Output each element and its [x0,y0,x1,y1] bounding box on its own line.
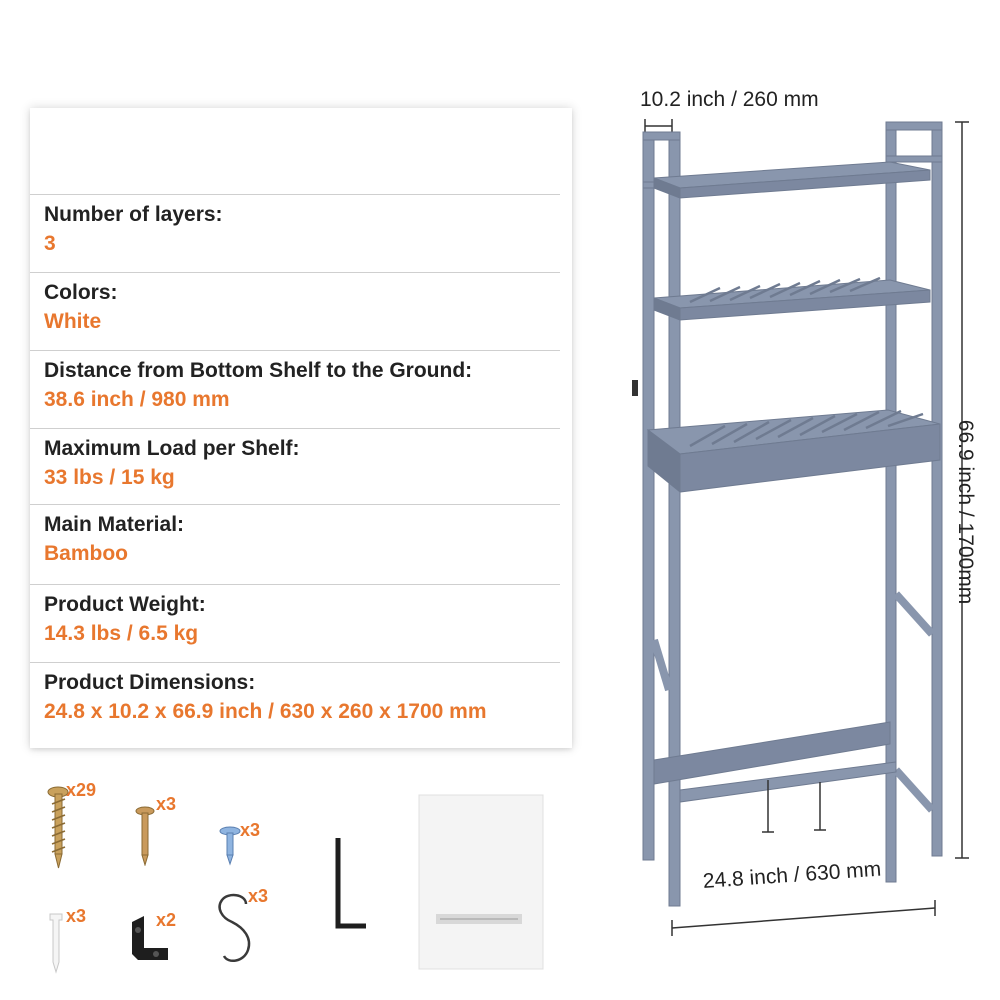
allen-key-icon [330,834,370,934]
wall-screw-quantity: x3 [240,820,261,840]
width-dimension-line [672,900,935,936]
spec-card [30,108,572,748]
s-hook-quantity: x3 [248,886,269,906]
spec-value: Bamboo [44,542,128,565]
spec-label: Colors: [44,281,118,304]
spec-label: Number of layers: [44,203,223,226]
wall-anchor-quantity: x3 [66,906,87,926]
spec-label: Product Weight: [44,593,206,616]
spec-value: 33 lbs / 15 kg [44,466,175,489]
shelf-frame [643,122,942,906]
spec-value: 14.3 lbs / 6.5 kg [44,622,199,645]
wood-screw-quantity: x3 [156,794,177,814]
wall-screw-icon [218,826,242,866]
wood-screw-icon [134,806,158,866]
depth-dimension-label: 10.2 inch / 260 mm [640,88,819,111]
spec-row-weight [30,584,560,663]
depth-dimension-line [645,119,672,133]
spec-row-colors [30,272,560,351]
spec-value: White [44,310,102,333]
spec-row-material [30,504,560,585]
spec-value: 3 [44,232,56,255]
height-dimension-label: 66.9 inch / 1700mm [954,419,977,605]
spec-label: Product Dimensions: [44,671,256,694]
spec-value: 24.8 x 10.2 x 66.9 inch / 630 x 260 x 1700 mm [44,700,487,723]
spec-label: Maximum Load per Shelf: [44,437,300,460]
shelf-illustration [600,100,1000,950]
spec-row-max-load [30,428,560,505]
spec-row-dimensions [30,662,560,749]
long-screw-quantity: x29 [66,780,97,800]
wall-anchor-icon [44,912,68,974]
width-dimension-label: 24.8 inch / 630 mm [702,857,882,893]
spec-value: 38.6 inch / 980 mm [44,388,230,411]
spec-row-ground-distance [30,350,560,429]
spec-label: Main Material: [44,513,185,536]
wall-anchor-point-icon [632,380,638,396]
spec-row-layers [30,194,560,273]
l-bracket-quantity: x2 [156,910,177,930]
instruction-manual-icon [418,794,544,970]
spec-label: Distance from Bottom Shelf to the Ground: [44,359,473,382]
